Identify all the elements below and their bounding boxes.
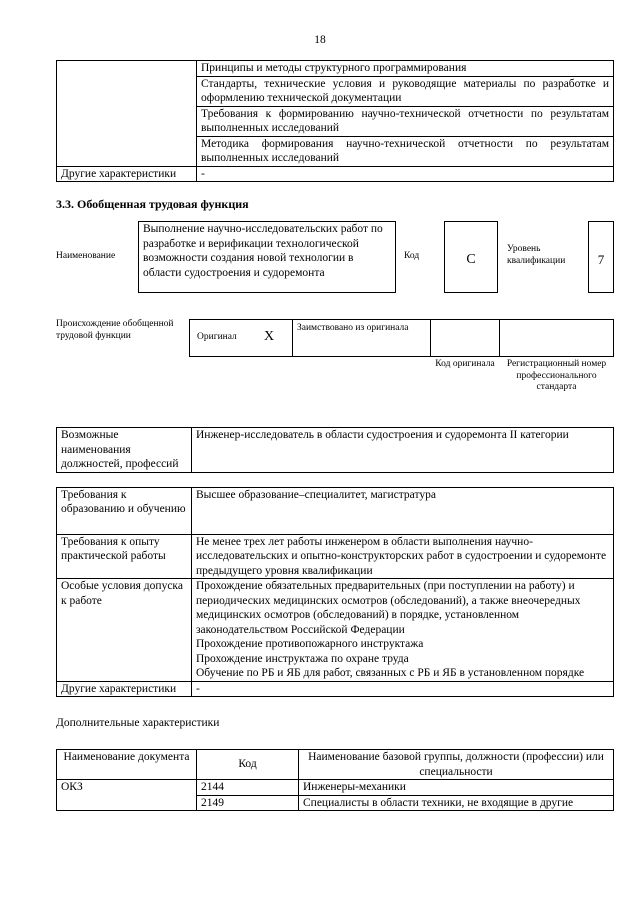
function-name: Выполнение научно-исследовательских работ по разработке и верификации технологической возможности создания новой технологии в области судостроения и судоремонта bbox=[138, 221, 396, 293]
knowledge-item: Требования к формированию научно-технической отчетности по результатам выполненных исследований bbox=[197, 106, 614, 136]
positions-label: Возможные наименования должностей, профессий bbox=[57, 428, 192, 473]
admission-item: Обучение по РБ и ЯБ для работ, связанных с РБ и ЯБ в установленном порядке bbox=[196, 667, 585, 679]
admission-value bbox=[192, 579, 614, 682]
experience-label: Требования к опыту практической работы bbox=[57, 534, 192, 579]
knowledge-table bbox=[56, 60, 614, 182]
other-characteristics-value: - bbox=[197, 166, 614, 182]
registration-number-caption: Регистрационный номер профессионального стандарта bbox=[506, 359, 607, 392]
table-row bbox=[57, 534, 614, 579]
table-header-row bbox=[57, 750, 614, 780]
function-code: C bbox=[444, 221, 498, 293]
admission-item: Прохождение обязательных предварительных (при поступлении на работу) и периодических медицинских осмотров (обследований), а также внеочередных медицинских осмотров (обследований) в порядке, установленном законодательством Российской Федерации bbox=[196, 580, 581, 636]
name-label: Наименование bbox=[56, 251, 116, 261]
page-number: 18 bbox=[314, 34, 326, 46]
additional-characteristics-title: Дополнительные характеристики bbox=[56, 717, 220, 729]
knowledge-item: Стандарты, технические условия и руководящие материалы по разработке и оформлению технической документации bbox=[197, 76, 614, 106]
other-characteristics-label: Другие характеристики bbox=[57, 166, 197, 182]
requirements-table bbox=[56, 487, 614, 698]
origin-block bbox=[56, 319, 614, 419]
borrowed-cell: Заимствовано из оригинала bbox=[292, 319, 431, 357]
positions-table bbox=[56, 427, 614, 473]
education-value: Высшее образование–специалитет, магистратура bbox=[192, 487, 614, 534]
admission-label: Особые условия допуска к работе bbox=[57, 579, 192, 682]
section-title: 3.3. Обобщенная трудовая функция bbox=[56, 197, 249, 211]
table-row bbox=[57, 487, 614, 534]
code-cell: 2149 bbox=[197, 795, 299, 811]
other-characteristics-label: Другие характеристики bbox=[57, 681, 192, 697]
group-name-cell: Специалисты в области техники, не входящие в другие bbox=[299, 795, 614, 811]
original-cell bbox=[189, 319, 293, 357]
group-name-cell: Инженеры-механики bbox=[299, 780, 614, 796]
table-row bbox=[57, 61, 614, 77]
code-cell: 2144 bbox=[197, 780, 299, 796]
table-row bbox=[57, 428, 614, 473]
admission-item: Прохождение инструктажа по охране труда bbox=[196, 652, 409, 665]
education-label: Требования к образованию и обучению bbox=[57, 487, 192, 534]
generalized-function-header bbox=[56, 221, 614, 316]
header-code: Код bbox=[197, 750, 299, 780]
knowledge-item: Принципы и методы структурного программирования bbox=[197, 61, 614, 77]
header-document: Наименование документа bbox=[57, 750, 197, 780]
original-mark: X bbox=[264, 329, 275, 344]
qualification-level: 7 bbox=[588, 221, 614, 293]
positions-value: Инженер-исследователь в области судостроения и судоремонта II категории bbox=[192, 428, 614, 473]
origin-label: Происхождение обобщенной трудовой функции bbox=[56, 319, 174, 341]
admission-item: Прохождение противопожарного инструктажа bbox=[196, 638, 424, 650]
knowledge-item: Методика формирования научно-технической отчетности по результатам выполненных исследований bbox=[197, 136, 614, 166]
additional-characteristics-table bbox=[56, 749, 614, 811]
code-label: Код bbox=[404, 251, 420, 261]
qualification-level-label: Уровень квалификации bbox=[507, 244, 566, 266]
other-characteristics-value: - bbox=[192, 681, 614, 697]
table-row bbox=[57, 166, 614, 182]
table-row bbox=[57, 681, 614, 697]
table-row bbox=[57, 579, 614, 682]
document-cell: ОКЗ bbox=[57, 780, 197, 811]
document-body bbox=[56, 60, 614, 811]
header-group-name: Наименование базовой группы, должности (профессии) или специальности bbox=[299, 750, 614, 780]
table-row bbox=[57, 780, 614, 796]
empty-cell bbox=[57, 61, 197, 167]
origin-code-cell bbox=[430, 319, 500, 357]
origin-code-caption: Код оригинала bbox=[435, 359, 495, 369]
experience-value: Не менее трех лет работы инженером в области выполнения научно-исследовательских и опытно-конструкторских работ в судостроении и судоремонте предыдущего уровня квалификации bbox=[192, 534, 614, 579]
registration-number-cell bbox=[499, 319, 614, 357]
original-label: Оригинал bbox=[197, 332, 237, 342]
